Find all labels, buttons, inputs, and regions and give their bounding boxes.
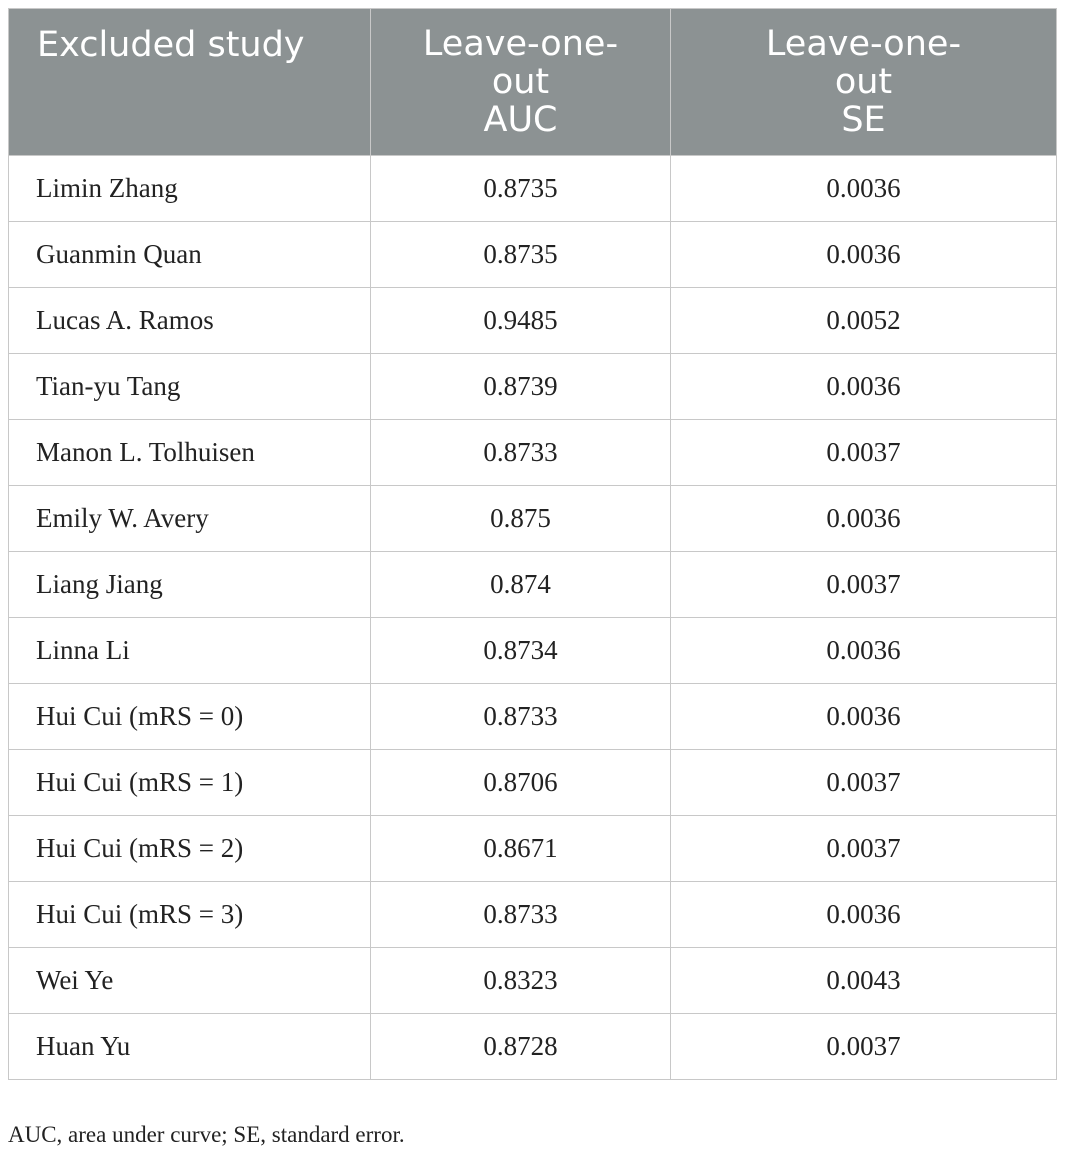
cell-se: 0.0037 xyxy=(671,1014,1057,1080)
cell-se: 0.0036 xyxy=(671,222,1057,288)
cell-study: Emily W. Avery xyxy=(9,486,371,552)
header-auc-line-2: out xyxy=(491,62,550,102)
cell-auc: 0.8734 xyxy=(371,618,671,684)
cell-study: Lucas A. Ramos xyxy=(9,288,371,354)
cell-study: Wei Ye xyxy=(9,948,371,1014)
cell-auc: 0.874 xyxy=(371,552,671,618)
cell-auc: 0.8735 xyxy=(371,156,671,222)
cell-study: Linna Li xyxy=(9,618,371,684)
header-se xyxy=(671,9,1057,156)
cell-se: 0.0052 xyxy=(671,288,1057,354)
cell-study: Tian-yu Tang xyxy=(9,354,371,420)
cell-auc: 0.8728 xyxy=(371,1014,671,1080)
header-excluded-study xyxy=(9,9,371,156)
cell-study: Limin Zhang xyxy=(9,156,371,222)
cell-auc: 0.8735 xyxy=(371,222,671,288)
table-row xyxy=(9,948,1057,1014)
cell-se: 0.0037 xyxy=(671,552,1057,618)
table-row xyxy=(9,420,1057,486)
table-row xyxy=(9,618,1057,684)
table-footnote: AUC, area under curve; SE, standard error. xyxy=(8,1122,405,1147)
table-row xyxy=(9,1014,1057,1080)
table-row xyxy=(9,222,1057,288)
cell-se: 0.0036 xyxy=(671,882,1057,948)
cell-auc: 0.8706 xyxy=(371,750,671,816)
cell-se: 0.0036 xyxy=(671,618,1057,684)
cell-study: Liang Jiang xyxy=(9,552,371,618)
header-auc xyxy=(371,9,671,156)
leave-one-out-table xyxy=(8,8,1057,1080)
cell-se: 0.0036 xyxy=(671,354,1057,420)
cell-auc: 0.8733 xyxy=(371,420,671,486)
table-row xyxy=(9,486,1057,552)
table-row xyxy=(9,552,1057,618)
cell-auc: 0.875 xyxy=(371,486,671,552)
cell-study: Hui Cui (mRS = 0) xyxy=(9,684,371,750)
cell-se: 0.0036 xyxy=(671,684,1057,750)
table-row xyxy=(9,288,1057,354)
results-table-container xyxy=(8,8,1056,1080)
cell-auc: 0.8671 xyxy=(371,816,671,882)
cell-study: Hui Cui (mRS = 3) xyxy=(9,882,371,948)
cell-se: 0.0036 xyxy=(671,156,1057,222)
header-auc-line-1: Leave-one- xyxy=(422,24,619,64)
table-row xyxy=(9,750,1057,816)
cell-se: 0.0037 xyxy=(671,420,1057,486)
cell-study: Manon L. Tolhuisen xyxy=(9,420,371,486)
cell-study: Hui Cui (mRS = 2) xyxy=(9,816,371,882)
cell-study: Huan Yu xyxy=(9,1014,371,1080)
table-row xyxy=(9,816,1057,882)
cell-se: 0.0037 xyxy=(671,750,1057,816)
cell-auc: 0.8733 xyxy=(371,684,671,750)
header-se-line-2: out xyxy=(834,62,893,102)
cell-se: 0.0037 xyxy=(671,816,1057,882)
header-excluded-study-label: Excluded study xyxy=(37,25,305,65)
cell-auc: 0.8323 xyxy=(371,948,671,1014)
table-row xyxy=(9,684,1057,750)
header-se-line-3: SE xyxy=(841,100,886,140)
cell-se: 0.0043 xyxy=(671,948,1057,1014)
cell-auc: 0.8739 xyxy=(371,354,671,420)
cell-study: Hui Cui (mRS = 1) xyxy=(9,750,371,816)
header-auc-line-3: AUC xyxy=(483,100,558,140)
cell-study: Guanmin Quan xyxy=(9,222,371,288)
cell-auc: 0.9485 xyxy=(371,288,671,354)
cell-se: 0.0036 xyxy=(671,486,1057,552)
table-row xyxy=(9,882,1057,948)
header-row xyxy=(9,9,1057,156)
cell-auc: 0.8733 xyxy=(371,882,671,948)
table-row xyxy=(9,354,1057,420)
table-row xyxy=(9,156,1057,222)
header-se-line-1: Leave-one- xyxy=(765,24,962,64)
